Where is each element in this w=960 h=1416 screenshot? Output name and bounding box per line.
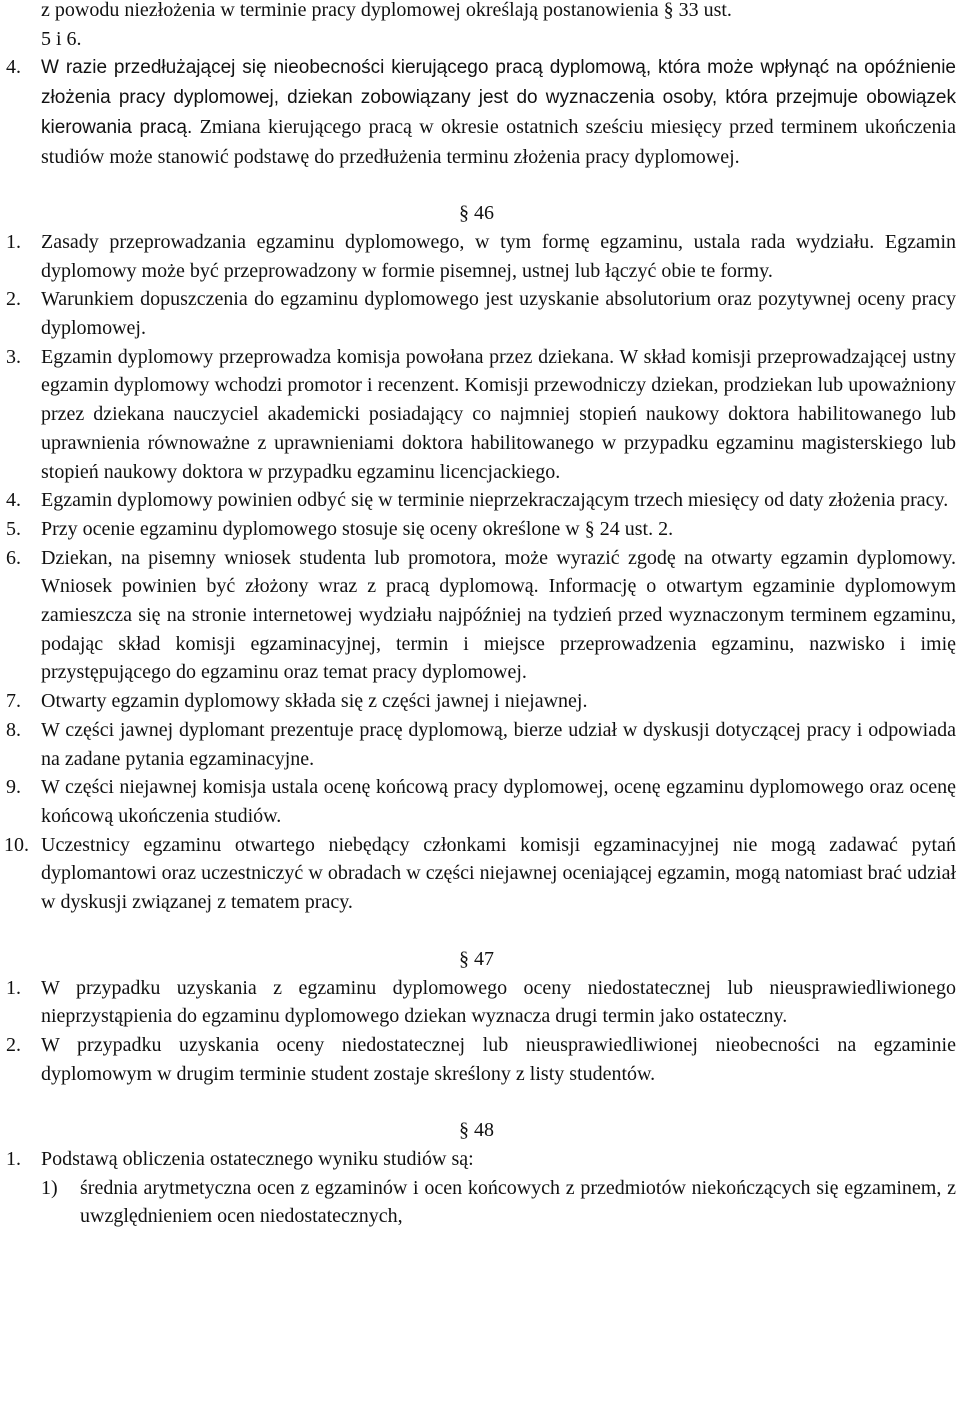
section46-item-8 bbox=[0, 716, 960, 773]
item-number: 2. bbox=[6, 1033, 21, 1056]
item-text: Przy ocenie egzaminu dyplomowego stosuje się oceny określone w § 24 ust. 2. bbox=[41, 517, 674, 540]
section48-subitem-1 bbox=[0, 1174, 960, 1231]
item-number: 6. bbox=[6, 546, 21, 569]
section47-item-1 bbox=[0, 974, 960, 1031]
item-number: 4. bbox=[6, 489, 21, 512]
item-text: Dziekan, na pisemny wniosek studenta lub promotora, może wyrazić zgodę na otwarty egzamin dyplomowy. Wniosek powinien być złożony wraz z pracą dyplomową. Informację o otwartym egzaminie dyplomowym zamieszcza się na stronie internetowej wydziału najpóźniej na tydzień przed wyznaczonym terminem egzaminu, podając skład komisji egzaminacyjnej, termin i miejsce przeprowadzenia egzaminu, nazwisko i imię przystępującego do egzaminu oraz temat pracy dyplomowej. bbox=[41, 546, 956, 684]
item-text: Uczestnicy egzaminu otwartego niebędący członkami komisji egzaminacyjnej nie mogą zadawać pytań dyplomantowi oraz uczestniczyć w obradach w części niejawnej oceniającej egzamin, mogą natomiast brać udział w dyskusji związanej z tematem pracy. bbox=[41, 833, 956, 914]
section-heading-46: § 46 bbox=[459, 202, 494, 225]
item-number: 4. bbox=[6, 56, 21, 79]
section46-item-3 bbox=[0, 343, 960, 487]
item-text: Egzamin dyplomowy przeprowadza komisja powołana przez dziekana. W skład komisji przeprowadzającej ustny egzamin dyplomowy wchodzi promotor i recenzent. Komisji przewodniczy dziekan, prodziekan lub upoważniony przez dziekana nauczyciel akademicki posiadający co najmniej stopień naukowy doktora habilitowanego lub uprawnienia równoważne z uprawnieniami doktora habilitowanego w przypadku egzaminu magisterskiego lub stopień naukowy doktora w przypadku egzaminu licencjackiego. bbox=[41, 345, 956, 483]
item-number: 10. bbox=[4, 833, 29, 856]
section46-item-7 bbox=[0, 687, 960, 716]
item-text: W części niejawnej komisja ustala ocenę końcową pracy dyplomowej, ocenę egzaminu dyplomowego oraz ocenę końcową ukończenia studiów. bbox=[41, 776, 956, 827]
item-text: Otwarty egzamin dyplomowy składa się z części jawnej i niejawnej. bbox=[41, 690, 588, 713]
continued-line-b: 5 i 6. bbox=[41, 27, 82, 50]
paragraph-item-4 bbox=[0, 53, 960, 171]
item-number: 5. bbox=[6, 517, 21, 540]
subitem-number: 1) bbox=[41, 1176, 58, 1199]
item-number: 2. bbox=[6, 288, 21, 311]
item-number: 3. bbox=[6, 345, 21, 368]
section46-item-10 bbox=[0, 831, 960, 917]
continued-paragraph bbox=[0, 0, 960, 53]
section46-item-5 bbox=[0, 515, 960, 544]
continued-line-a: z powodu niezłożenia w terminie pracy dyplomowej określają postanowienia § 33 ust. bbox=[41, 0, 732, 21]
item-text-sans: W razie przedłużającej się nieobecności kierującego pracą dyplomową, która może wpłynąć na opóźnienie złożenia pracy dyplomowej, dziekan zobowiązany jest do wyznaczenia osoby, która przejmuje obowiązek kierowania pracą. bbox=[41, 57, 956, 138]
section-heading-47: § 47 bbox=[459, 947, 494, 970]
item-number: 9. bbox=[6, 776, 21, 799]
item-text-serif: Zmiana kierującego pracą w okresie ostatnich sześciu miesięcy przed terminem ukończenia studiów może stanowić podstawę do przedłużenia terminu złożenia pracy dyplomowej. bbox=[41, 115, 956, 168]
item-text: W przypadku uzyskania oceny niedostatecznej lub nieusprawiedliwionej nieobecności na egzaminie dyplomowym w drugim terminie student zostaje skreślony z listy studentów. bbox=[41, 1033, 956, 1085]
item-text: Egzamin dyplomowy powinien odbyć się w terminie nieprzekraczającym trzech miesięcy od daty złożenia pracy. bbox=[41, 489, 949, 512]
item-text: Zasady przeprowadzania egzaminu dyplomowego, w tym formę egzaminu, ustala rada wydziału. Egzamin dyplomowy może być przeprowadzony w formie pisemnej, ustnej lub łączyć obie te formy. bbox=[41, 230, 956, 282]
section46-item-4 bbox=[0, 486, 960, 515]
item-text: W części jawnej dyplomant prezentuje pracę dyplomową, bierze udział w dyskusji dotyczącej pracy i odpowiada na zadane pytania egzaminacyjne. bbox=[41, 718, 956, 770]
item-number: 7. bbox=[6, 690, 21, 713]
subitem-text: średnia arytmetyczna ocen z egzaminów i ocen końcowych z przedmiotów niekończących się egzaminem, z uwzględnieniem ocen niedostatecznych, bbox=[80, 1176, 956, 1228]
section46-item-9 bbox=[0, 773, 960, 830]
item-text: W przypadku uzyskania z egzaminu dyplomowego oceny niedostatecznej lub nieusprawiedliwionego nieprzystąpienia do egzaminu dyplomowego dziekan wyznacza drugi termin jako ostateczny. bbox=[41, 976, 956, 1028]
item-number: 1. bbox=[6, 230, 21, 253]
section46-item-6 bbox=[0, 544, 960, 688]
item-text: Podstawą obliczenia ostatecznego wyniku studiów są: bbox=[41, 1148, 474, 1171]
item-number: 1. bbox=[6, 976, 21, 999]
section47-item-2 bbox=[0, 1031, 960, 1088]
section48-item-1 bbox=[0, 1145, 960, 1174]
item-number: 1. bbox=[6, 1148, 21, 1171]
item-number: 8. bbox=[6, 718, 21, 741]
section46-item-1 bbox=[0, 228, 960, 285]
section-heading-48: § 48 bbox=[459, 1119, 494, 1142]
item-text: Warunkiem dopuszczenia do egzaminu dyplomowego jest uzyskanie absolutorium oraz pozytywnej oceny pracy dyplomowej. bbox=[41, 288, 956, 340]
section46-item-2 bbox=[0, 285, 960, 342]
